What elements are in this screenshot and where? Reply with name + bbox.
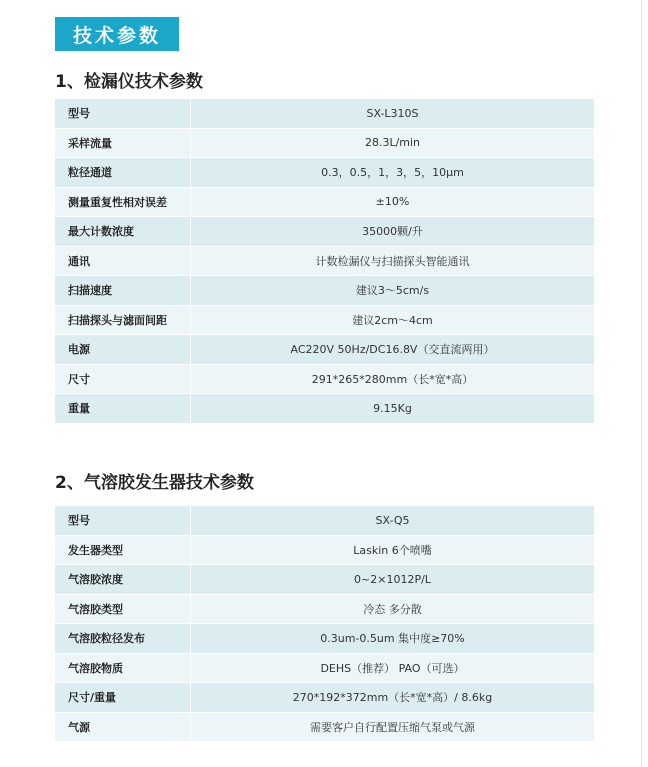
spec-value: 0.3，0.5，1，3，5，10μm [191, 158, 595, 188]
table-row [55, 276, 594, 306]
spec-value: Laskin 6个喷嘴 [191, 535, 595, 565]
spec-value: 291*265*280mm（长*宽*高） [191, 364, 595, 394]
table-row [55, 624, 594, 654]
section-banner: 技术参数 [55, 17, 179, 51]
leak-detector-spec-table [55, 99, 594, 424]
spec-label: 气溶胶浓度 [55, 565, 191, 595]
table-row [55, 128, 594, 158]
table-row [55, 158, 594, 188]
spec-value: 建议2cm～4cm [191, 305, 595, 335]
spec-label: 扫描探头与滤面间距 [55, 305, 191, 335]
spec-value: 需要客户自行配置压缩气泵或气源 [191, 712, 595, 742]
table-row [55, 565, 594, 595]
spec-label: 气源 [55, 712, 191, 742]
table-row [55, 305, 594, 335]
spec-label: 气溶胶类型 [55, 594, 191, 624]
spec-label: 气溶胶物质 [55, 653, 191, 683]
spec-value: 0.3um-0.5um 集中度≥70% [191, 624, 595, 654]
table-row [55, 394, 594, 424]
table-row [55, 335, 594, 365]
table-row [55, 712, 594, 742]
spec-value: ±10% [191, 187, 595, 217]
spec-label: 采样流量 [55, 128, 191, 158]
spec-label: 气溶胶粒径发布 [55, 624, 191, 654]
spec-value: 270*192*372mm（长*宽*高）/ 8.6kg [191, 683, 595, 713]
spec-value: 35000颗/升 [191, 217, 595, 247]
spec-value: AC220V 50Hz/DC16.8V（交直流两用） [191, 335, 595, 365]
spec-value: 28.3L/min [191, 128, 595, 158]
table-row [55, 535, 594, 565]
table-row [55, 246, 594, 276]
leak-detector-specs-title: 1、检漏仪技术参数 [55, 72, 203, 92]
table-row [55, 683, 594, 713]
spec-label: 发生器类型 [55, 535, 191, 565]
spec-label: 通讯 [55, 246, 191, 276]
table-row [55, 364, 594, 394]
spec-label: 扫描速度 [55, 276, 191, 306]
aerosol-generator-specs-title: 2、气溶胶发生器技术参数 [55, 473, 254, 493]
spec-label: 型号 [55, 506, 191, 535]
spec-label: 最大计数浓度 [55, 217, 191, 247]
spec-value: 冷态 多分散 [191, 594, 595, 624]
spec-value: 9.15Kg [191, 394, 595, 424]
aerosol-generator-spec-table [55, 506, 594, 742]
spec-label: 尺寸 [55, 364, 191, 394]
spec-value: 计数检漏仪与扫描探头智能通讯 [191, 246, 595, 276]
table-row [55, 506, 594, 535]
spec-value: 0~2×1012P/L [191, 565, 595, 595]
spec-label: 重量 [55, 394, 191, 424]
spec-label: 测量重复性相对误差 [55, 187, 191, 217]
spec-value: SX-Q5 [191, 506, 595, 535]
spec-value: 建议3～5cm/s [191, 276, 595, 306]
table-row [55, 217, 594, 247]
spec-value: DEHS（推荐） PAO（可选） [191, 653, 595, 683]
table-row [55, 187, 594, 217]
spec-label: 尺寸/重量 [55, 683, 191, 713]
table-row [55, 653, 594, 683]
spec-label: 粒径通道 [55, 158, 191, 188]
page-edge-divider [641, 0, 642, 767]
table-row [55, 99, 594, 128]
table-row [55, 594, 594, 624]
spec-label: 电源 [55, 335, 191, 365]
spec-label: 型号 [55, 99, 191, 128]
spec-value: SX-L310S [191, 99, 595, 128]
